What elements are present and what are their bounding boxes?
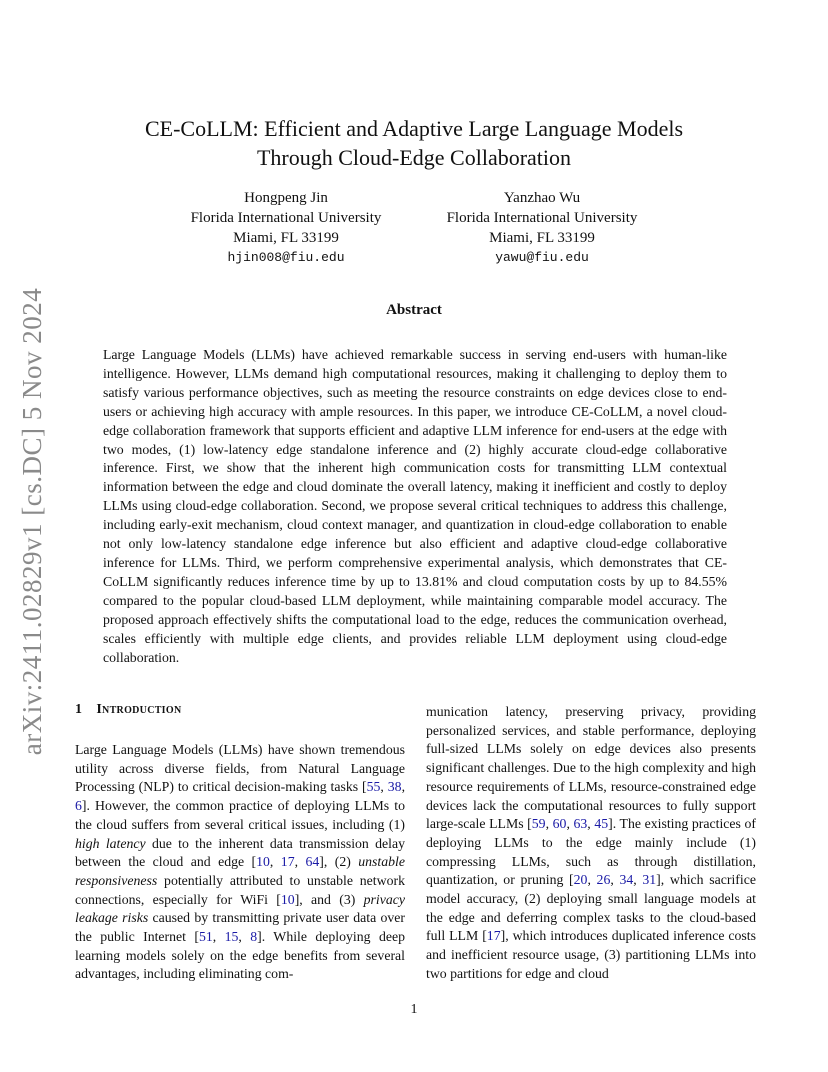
abstract-text: Large Language Models (LLMs) have achieved remarkable success in serving end-users with human-like intelligence. However, LLMs demand high computational resources, making it challenging to deploy them to satisfy various performance objectives, such as meeting the resource constraints on edge devices close to end-users or achieving high accuracy with ample resources. In this paper, we introduce CE-CoLLM, a novel cloud-edge collaboration framework that supports efficient and adaptive LLM inference for end-users at the edge with two modes, (1) low-latency edge standalone inference and (2) highly accurate cloud-edge collaborative inference. First, we show that the inherent high communication costs for transmitting LLM contextual information between the edge and cloud dominate the overall latency, making it inefficient and costly to deploy LLMs using cloud-edge collaboration. Second, we propose several critical techniques to address this challenge, including early-exit mechanism, cloud context manager, and quantization in cloud-edge collaboration to enable not only low-latency standalone edge inference but also efficient and adaptive cloud-edge collaborative inference for LLMs. Third, we perform comprehensive experimental analysis, which demonstrates that CE-CoLLM significantly reduces inference time by up to 13.81% and cloud computation costs by up to 84.55% compared to the popular cloud-based LLM deployment, while maintaining comparable model accuracy. The proposed approach effectively shifts the computational load to the edge, reduces the communication overhead, scales efficiently with multiple edge clients, and provides reliable LLM deployment using cloud-edge collaboration. — [103, 347, 727, 665]
citation-link[interactable]: 8 — [250, 929, 258, 945]
citation-link[interactable]: 17 — [280, 854, 295, 870]
citation-link[interactable]: 51 — [198, 929, 213, 945]
author-affiliation: Florida International University — [190, 210, 382, 226]
paper-title-line-2: Through Cloud-Edge Collaboration — [256, 145, 572, 170]
citation-link[interactable]: 55 — [366, 779, 381, 795]
body-text: ], and (3) — [294, 891, 364, 907]
citation-link[interactable]: 34 — [619, 872, 634, 888]
emphasis-text: unstable responsiveness — [75, 854, 405, 888]
citation-link[interactable]: 63 — [573, 816, 588, 832]
emphasis-text: privacy leakage risks — [75, 891, 405, 926]
author-block-2 — [422, 188, 662, 268]
body-text: ]. The existing practices of deploying LLMs to the edge mainly include (1) compressing LLMs, such as through distillation, quantization, or pruning [ — [426, 816, 757, 888]
intro-paragraph-right: munication latency, preserving privacy, providing personalized services, and stable performance, deploying full-sized LLMs solely on edge devices also presents significant challenges. Due to the high complexity and high resource requirements of LLMs, resource-constrained edge devices lack the computational resources to fully support large-scale LLMs [59, 60, 63, 45]. The existing practices of deploying LLMs to the edge mainly include (1) compressing LLMs, such as through distillation, quantization, or pruning [20, 26, 34, 31], which sacrifice model accuracy, (2) deploying small language models at the edge and deferring complex tasks to the cloud-based full LLM [17], which introduces duplicated inference costs and inefficient resource usage, (3) partitioning LLMs into two partitions for edge and cloud — [426, 704, 757, 981]
author-affiliation: Florida International University — [446, 210, 638, 226]
body-text: munication latency, preserving privacy, providing personalized services, and stable performance, deploying full-sized LLMs solely on edge devices also presents significant challenges. Due to the high complexity and high resource requirements of LLMs, resource-constrained edge devices lack the computational resources to fully support large-scale LLMs [ — [426, 704, 756, 832]
citation-link[interactable]: 38 — [387, 779, 402, 795]
citation-link[interactable]: 60 — [552, 816, 567, 832]
abstract-heading: Abstract — [386, 302, 442, 318]
body-text: ], which introduces duplicated inference costs and inefficient resource usage, (3) partitioning LLMs into two partitions for edge and cloud — [426, 928, 756, 981]
emphasis-text: high latency — [75, 835, 146, 851]
author-name: Yanzhao Wu — [503, 190, 581, 206]
body-text: due to the inherent data transmission delay between the cloud and edge [ — [75, 835, 406, 870]
body-text: caused by transmitting private user data over the public Internet [ — [75, 910, 405, 945]
citation-link[interactable]: 15 — [224, 929, 239, 945]
body-text: potentially attributed to unstable network connections, especially for WiFi [ — [75, 872, 405, 907]
intro-paragraph-left: Large Language Models (LLMs) have shown tremendous utility across diverse fields, from Natural Language Processing (NLP) to critical decision-making tasks [55, 38, 6]. However, the common practice of deploying LLMs to the cloud suffers from several critical issues, including (1) high latency due to the inherent data transmission delay between the cloud and edge [10, 17, 64], (2) unstable responsiveness potentially attributed to unstable network connections, especially for WiFi [10], and (3) privacy leakage risks caused by transmitting private user data over the public Internet [51, 15, 8]. While deploying deep learning models solely on the edge benefits from several advantages, including eliminating com- — [75, 742, 406, 982]
citation-link[interactable]: 20 — [573, 872, 588, 888]
citation-link[interactable]: 6 — [75, 798, 82, 814]
body-text: ]. While deploying deep learning models solely on the edge benefits from several advantages, including eliminating com- — [75, 929, 405, 982]
author-location: Miami, FL 33199 — [489, 230, 595, 246]
page-number: 1 — [410, 1002, 418, 1017]
citation-link[interactable]: 10 — [280, 891, 295, 907]
body-text: Large Language Models (LLMs) have shown tremendous utility across diverse fields, from Natural Language Processing (NLP) to critical decision-making tasks [ — [75, 742, 405, 795]
section-title: Introduction — [96, 702, 182, 717]
citation-link[interactable]: 10 — [256, 854, 270, 870]
citation-link[interactable]: 64 — [305, 854, 320, 870]
author-name: Hongpeng Jin — [244, 190, 328, 206]
section-heading-introduction — [75, 702, 181, 718]
section-number: 1 — [75, 702, 83, 717]
author-location: Miami, FL 33199 — [233, 230, 339, 246]
body-text: ], which sacrifice model accuracy, (2) deploying small language models at the edge and deferring complex tasks to the cloud-based full LLM [ — [426, 872, 756, 944]
citation-link[interactable]: 59 — [531, 816, 546, 832]
arxiv-identifier-text: arXiv:2411.02829v1 [cs.DC] 5 Nov 2024 — [17, 287, 48, 755]
body-text: ], (2) — [319, 854, 359, 870]
author-email: yawu@fiu.edu — [495, 250, 589, 265]
citation-link[interactable]: 26 — [596, 872, 611, 888]
body-text: ]. However, the common practice of deploying LLMs to the cloud suffers from several critical issues, including (1) — [75, 798, 405, 832]
citation-link[interactable]: 31 — [642, 872, 657, 888]
author-email: hjin008@fiu.edu — [227, 250, 345, 265]
arxiv-identifier-stamp — [18, 286, 48, 756]
paper-title — [80, 114, 748, 172]
citation-link[interactable]: 45 — [594, 816, 609, 832]
paper-title-line-1: CE-CoLLM: Efficient and Adaptive Large Language Models — [144, 116, 684, 141]
author-block-1 — [166, 188, 406, 268]
citation-link[interactable]: 17 — [486, 928, 501, 944]
